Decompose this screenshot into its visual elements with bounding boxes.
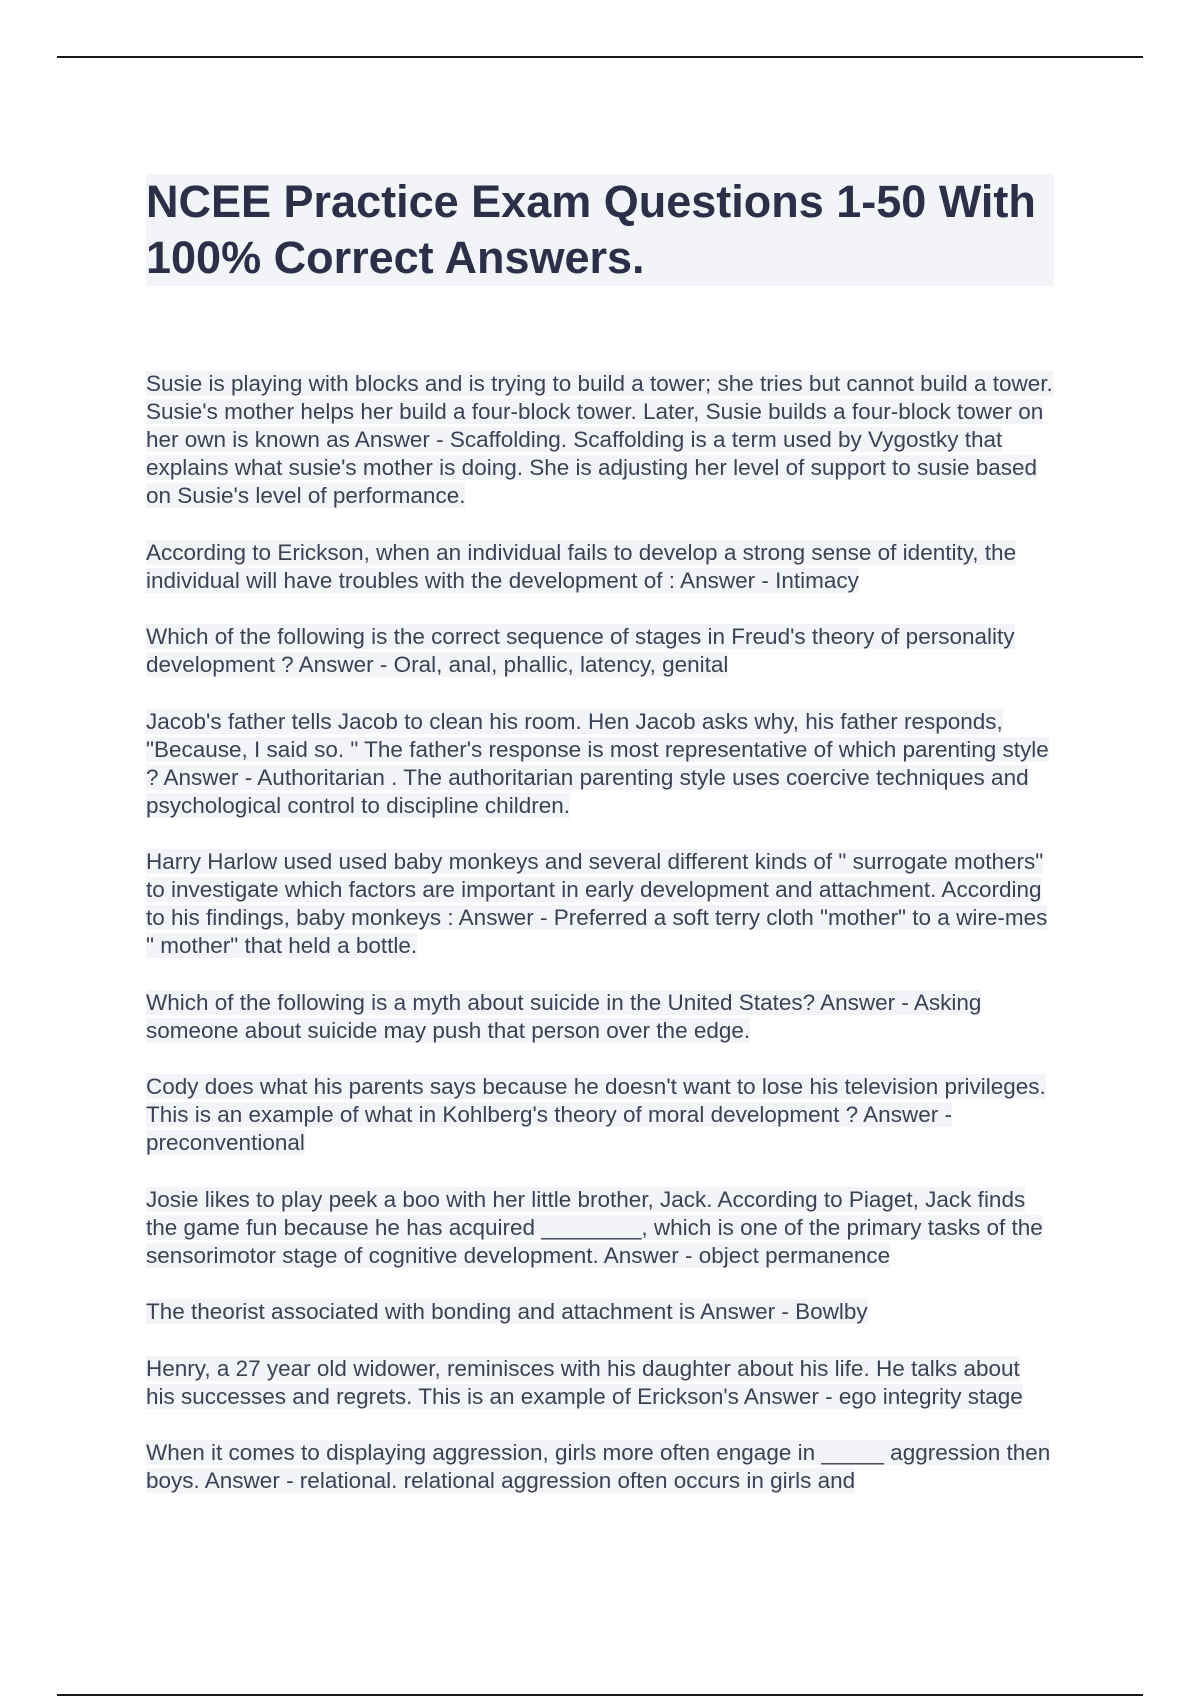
top-rule [57, 56, 1143, 58]
question-text: Jacob's father tells Jacob to clean his room. Hen Jacob asks why, his father responds, "Because, I said so. " The father's response is most representative of which parenting style ? Answer - Authoritarian . The authoritarian parenting style uses coercive techniques and psychological control to discipline children. [146, 708, 1049, 818]
question-text: When it comes to displaying aggression, girls more often engage in _____ aggression then boys. Answer - relational. relational aggression often occurs in girls and [146, 1440, 1051, 1493]
question-item [146, 989, 1054, 1045]
question-text: Which of the following is a myth about suicide in the United States? Answer - Asking someone about suicide may push that person over the edge. [146, 989, 982, 1043]
question-text: Harry Harlow used used baby monkeys and several different kinds of " surrogate mothers" to investigate which factors are important in early development and attachment. According to his findings, baby monkeys : Answer - Preferred a soft terry cloth "mother" to a wire-mes " mother" that held a bottle. [146, 849, 1048, 958]
question-item [146, 370, 1054, 510]
question-item [146, 1355, 1054, 1411]
question-item [146, 539, 1054, 595]
bottom-rule [57, 1694, 1143, 1696]
question-text: According to Erickson, when an individual fails to develop a strong sense of identity, the individual will have troubles with the development of : Answer - Intimacy [146, 539, 1017, 593]
question-list [146, 370, 1054, 1495]
question-item [146, 623, 1054, 679]
question-text: Which of the following is the correct sequence of stages in Freud's theory of personality development ? Answer - Oral, anal, phallic, latency, genital [146, 624, 1015, 677]
document-title: NCEE Practice Exam Questions 1-50 With 100% Correct Answers. [146, 174, 1054, 286]
question-text: Susie is playing with blocks and is trying to build a tower; she tries but cannot build a tower. Susie's mother helps her build a four-block tower. Later, Susie builds a four-block tower on her own is known as Answer - Scaffolding. Scaffolding is a term used by Vygostky that explains what susie's mother is doing. She is adjusting her level of support to susie based on Susie's level of performance. [146, 371, 1053, 508]
question-item [146, 1186, 1054, 1270]
question-text: Henry, a 27 year old widower, reminisces with his daughter about his life. He talks about his successes and regrets. This is an example of Erickson's Answer - ego integrity stage [146, 1355, 1023, 1409]
question-item [146, 1439, 1054, 1495]
question-item [146, 848, 1054, 960]
question-text: Josie likes to play peek a boo with her little brother, Jack. According to Piaget, Jack finds the game fun because he has acquired ________, which is one of the primary tasks of the sensorimotor stage of cognitive development. Answer - object permanence [146, 1186, 1043, 1268]
question-text: The theorist associated with bonding and attachment is Answer - Bowlby [146, 1299, 868, 1324]
question-item [146, 1298, 1054, 1326]
question-item [146, 708, 1054, 820]
document-body [146, 174, 1054, 1524]
question-text: Cody does what his parents says because he doesn't want to lose his television privileges. This is an example of what in Kohlberg's theory of moral development ? Answer - preconventional [146, 1074, 1046, 1155]
question-item [146, 1073, 1054, 1157]
